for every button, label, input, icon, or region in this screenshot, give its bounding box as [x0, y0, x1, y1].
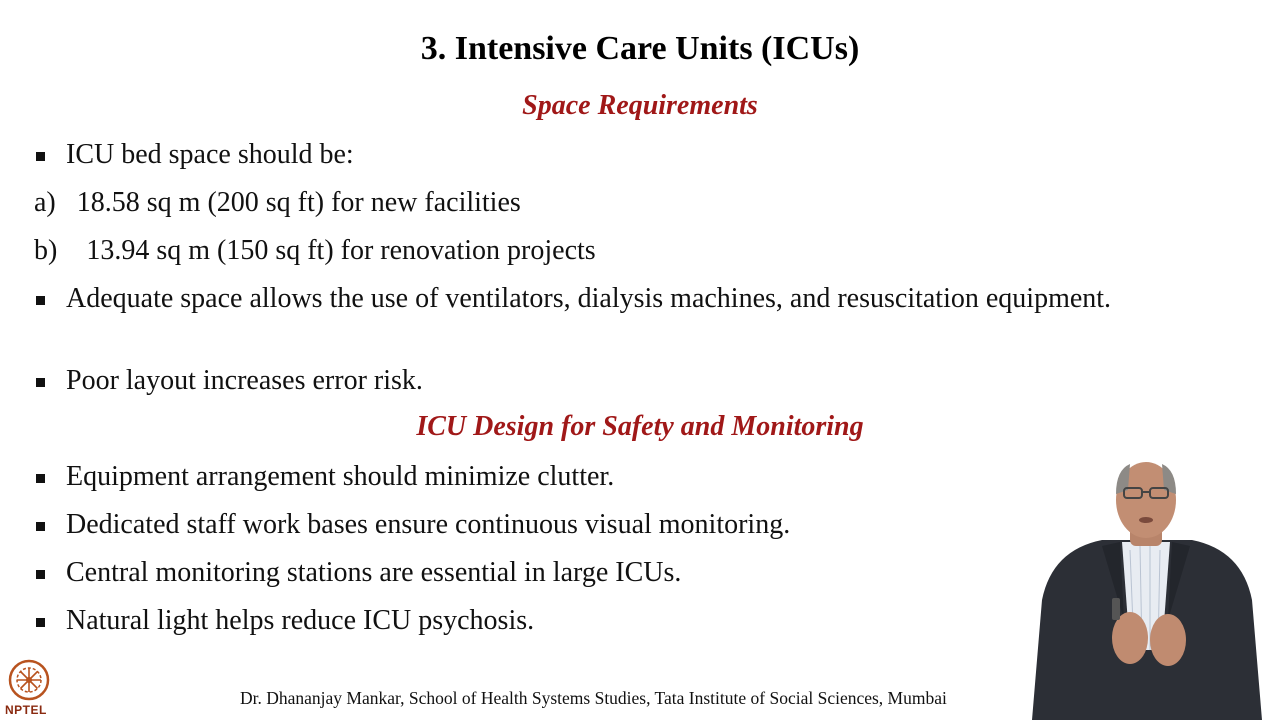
bullet-poor-layout	[36, 364, 423, 398]
bullet-staff-work-bases	[36, 508, 790, 542]
slide-title: 3. Intensive Care Units (ICUs)	[420, 30, 860, 67]
list-text: 18.58 sq m (200 sq ft) for new facilities	[76, 187, 521, 218]
bullet-square-icon	[36, 152, 45, 161]
bullet-bed-space	[36, 138, 354, 172]
bullet-square-icon	[36, 522, 45, 531]
bullet-central-monitoring	[36, 556, 681, 590]
bullet-text: Poor layout increases error risk.	[66, 365, 423, 396]
bullet-text: Natural light helps reduce ICU psychosis.	[66, 605, 535, 636]
bullet-square-icon	[36, 618, 45, 627]
bullet-text: Central monitoring stations are essential in large ICUs.	[66, 557, 682, 588]
footer-credit: Dr. Dhananjay Mankar, School of Health Systems Studies, Tata Institute of Social Sciences, Mumbai	[240, 688, 947, 708]
bullet-square-icon	[36, 378, 45, 387]
list-item-a	[34, 186, 521, 220]
bullet-square-icon	[36, 296, 45, 305]
section-heading-space-requirements: Space Requirements	[522, 90, 758, 121]
bullet-text: Dedicated staff work bases ensure continuous visual monitoring.	[66, 509, 791, 540]
list-text: 13.94 sq m (150 sq ft) for renovation projects	[86, 235, 596, 266]
bullet-equipment	[36, 460, 614, 494]
bullet-natural-light	[36, 604, 534, 638]
bullet-text: Equipment arrangement should minimize clutter.	[66, 461, 615, 492]
presenter-video-icon	[1012, 450, 1280, 720]
section-heading-design-safety: ICU Design for Safety and Monitoring	[416, 411, 864, 442]
bullet-square-icon	[36, 570, 45, 579]
nptel-logo-text: NPTEL	[5, 703, 47, 717]
list-marker: b)	[34, 235, 58, 266]
bullet-text: ICU bed space should be:	[66, 139, 354, 170]
list-marker: a)	[34, 187, 56, 218]
list-item-b	[34, 234, 596, 268]
bullet-text: Adequate space allows the use of ventilators, dialysis machines, and resuscitation equipment.	[66, 283, 1112, 314]
bullet-square-icon	[36, 474, 45, 483]
